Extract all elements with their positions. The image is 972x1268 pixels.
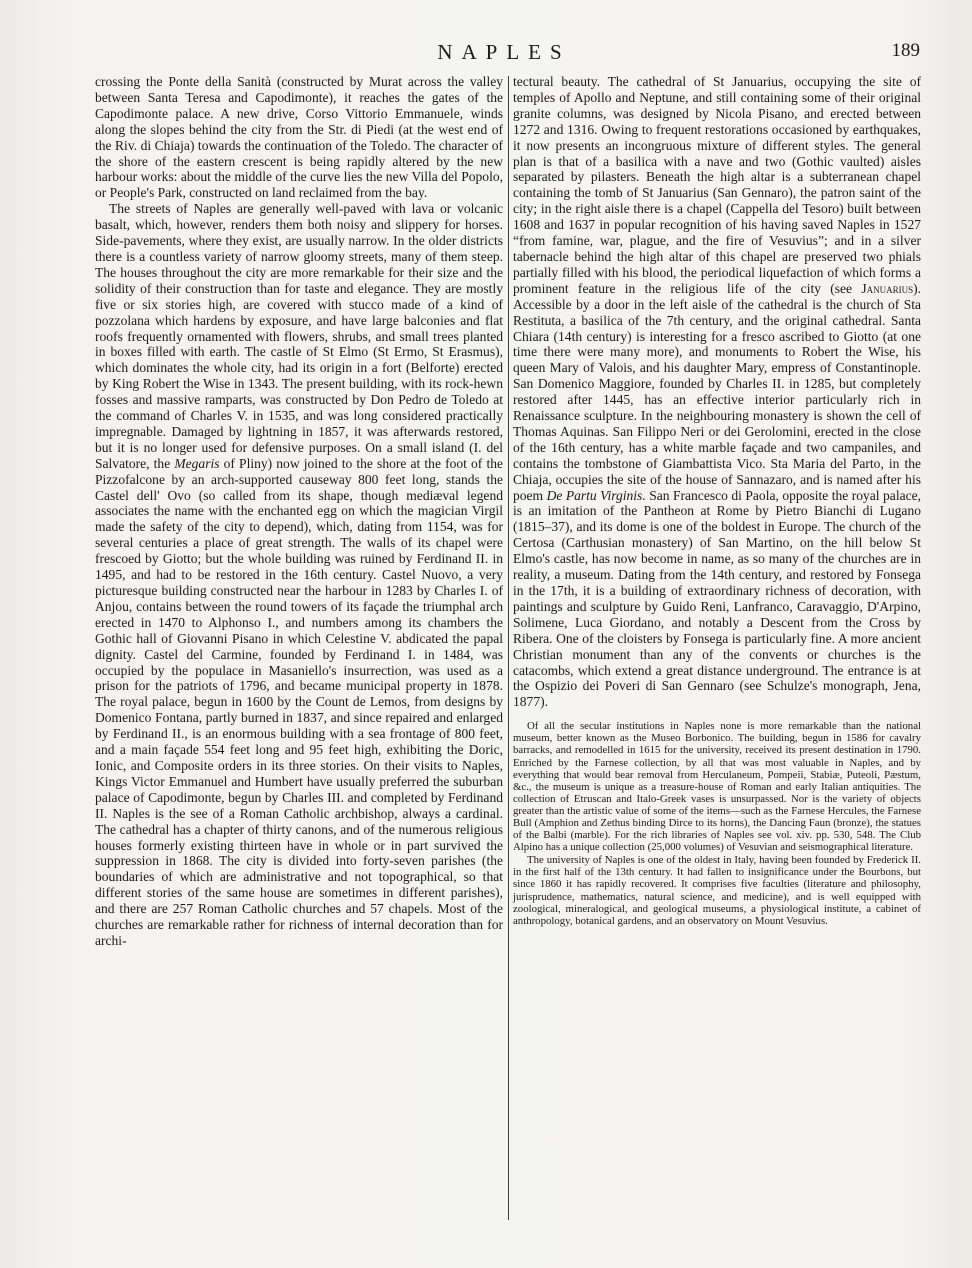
text-run: San Francesco di Paola, opposite the royal palace, is an imitation of the Pantheon at Rome by Pietro Bianchi di Lugano (1815–37), and its dome is one of the boldest in Europe. The church of the Certosa (Carthusian monastery) of San Martino, on the hill below St Elmo's castle, has now become in name, as so many of the churches are in reality, a museum. Dating from the 14th century, and restored by Fonsega in the 17th, it is a building of extraordinary richness of decoration, with paintings and sculpture by Guido Reni, Lanfranco, Caravaggio, D'Arpino, Solimene, Luca Giordano, and notably a Descent from the Cross by Ribera. One of the cloisters by Fonsega is particularly fine. A more ancient Christian monument than any of the convents or churches is the catacombs, which extend a great distance underground. The entrance is at the Ospizio dei Poveri di San Gennaro (see Schulze's monograph, Jena, 1877). <box>513 487 922 710</box>
running-title: NAPLES <box>437 40 571 64</box>
text-run: ). Accessible by a door in the left aisle of the cathedral is the church of Sta Restituta, a basilica of the 7th century, and the original cathedral. Santa Chiara (14th century) is interesting for a fresco ascribed to Giotto (at one time there were many more), and monuments to Robert the Wise, his queen Mary of Valois, and his daughter Mary, empress of Constantinople. San Domenico Maggiore, founded by Charles II. in 1285, but completely restored after 1445, has an effective interior particularly rich in Renaissance sculpture. In the neighbouring monastery is shown the cell of Thomas Aquinas. San Filippo Neri or dei Gerolomini, erected in the close of the 16th century, has a white marble façade and two campaniles, and contains the tombstone of Giambattista Vico. Sta Maria del Parto, in the Chiaja, occupies the site of the house of Sannazaro, and is named after his poem <box>513 280 921 503</box>
text-run: tectural beauty. The cathedral of St Januarius, occupying the site of temples of Apollo and Neptune, and still containing some of their original granite columns, was designed by Nicola Pisano, and erected between 1272 and 1316. Owing to frequent restorations occasioned by earthquakes, it now presents an incongruous mixture of different styles. The general plan is that of a basilica with a nave and two (Gothic vaulted) aisles separated by pilasters. Beneath the high altar is a subterranean chapel containing the tomb of St Januarius (San Gennaro), the patron saint of the city; in the right aisle there is a chapel (Cappella del Tesoro) built between 1608 and 1637 in popular recognition of his having saved Naples in 1527 “from famine, war, plague, and the fire of Vesuvius”; and in a silver tabernacle behind the high altar of this chapel are preserved two phials partially filled with his blood, the periodical liquefaction of which forms a prominent feature in the religious life of the city (see <box>513 74 921 296</box>
left-column <box>95 74 503 949</box>
small-paragraph-museum: Of all the secular institutions in Naples none is more remarkable than the national museum, better known as the Museo Borbonico. The building, begun in 1586 for cavalry barracks, and remodelled in 1615 for the university, received its present destination in 1790. Enriched by the Farnese collection, by all that was most valuable in Naples, and by everything that would bear removal from Herculaneum, Pompeii, Stabiæ, Puteoli, Pæstum, &c., the museum is unique as a treasure-house of Roman and early Italian antiquities. The collection of Etruscan and Italo-Greek vases is unsurpassed. Nor is the variety of objects greater than the artistic value of some of the items—such as the Farnese Hercules, the Farnese Bull (Amphion and Zethus binding Dirce to its horns), the Dancing Faun (bronze), the statues of the Balbi (marble). For the rich libraries of Naples see vol. xiv. pp. 530, 548. The Club Alpino has a unique collection (25,000 volumes) of Vesuvian and seismographical literature. <box>513 720 921 854</box>
paragraph: crossing the Ponte della Sanità (constructed by Murat across the valley between Santa Teresa and Capodimonte), it reaches the gates of the Capodimonte palace. A new drive, Corso Vittorio Emmanuele, winds along the slopes behind the city from the Str. di Piedi (at the west end of the Riv. di Chiaja) towards the continuation of the Toledo. The character of the shore of the eastern crescent is being rapidly altered by the new harbour works: about the middle of the curve lies the new Villa del Popolo, or People's Park, constructed on land reclaimed from the bay. <box>95 74 503 201</box>
page-number: 189 <box>891 40 920 61</box>
small-paragraph-university: The university of Naples is one of the oldest in Italy, having been founded by Frederick II. in the first half of the 13th century. It had fallen to insignificance under the Bourbons, but since 1860 it has rapidly recovered. It comprises five faculties (literature and philosophy, jurisprudence, mathematics, natural science, and medicine), and is well equipped with zoological, mineralogical, and geological museums, a physiological institute, a cabinet of anthropology, botanical gardens, and an observatory on Mount Vesuvius. <box>513 854 921 927</box>
right-column <box>513 74 921 927</box>
paragraph <box>95 201 503 949</box>
page-header <box>88 40 920 70</box>
italic-term: Megaris <box>174 455 220 471</box>
column-divider <box>508 76 509 1220</box>
text-run: The streets of Naples are generally well-paved with lava or volcanic basalt, which, however, renders them both noisy and slippery for horses. Side-pavements, where they exist, are usually narrow. In the older districts there is a countless variety of narrow gloomy streets, many of them steep. The houses throughout the city are more remarkable for their size and the solidity of their construction than for taste and elegance. They are mostly five or six stories high, are covered with stucco made of a kind of pozzolana which hardens by exposure, and have large balconies and flat roofs frequently ornamented with flowers, shrubs, and small trees planted in boxes filled with earth. The castle of St Elmo (St Ermo, St Erasmus), which dominates the whole city, had its origin in a fort (Belforte) erected by King Robert the Wise in 1343. The present building, with its rock-hewn fosses and massive ramparts, was constructed by Don Pedro de Toledo at the command of Charles V. in 1535, and was long considered practically impregnable. Damaged by lightning in 1857, it was afterwards restored, but it is no longer used for defensive purposes. On a small island (I. del Salvatore, the <box>95 201 503 471</box>
text-run: of Pliny) now joined to the shore at the foot of the Pizzofalcone by an arch-supported causeway 800 feet long, stands the Castel dell' Ovo (so called from its shape, though mediæval legend associates the name with the enchanted egg on which the magician Virgil made the safety of the city to depend), which, dating from 1154, was for several centuries a place of great strength. The walls of its chapel were frescoed by Giotto; but the whole building was ruined by Ferdinand II. in 1495, and had to be restored in the 16th century. Castel Nuovo, a very picturesque building constructed near the harbour in 1283 by Charles I. of Anjou, contains between the round towers of its façade the triumphal arch erected in 1470 to Alphonso I., and numbers among its chambers the Gothic hall of Giovanni Pisano in which Celestine V. abdicated the papal dignity. Castel del Carmine, founded by Ferdinand I. in 1484, was occupied by the populace in Masaniello's insurrection, was used as a prison for the patriots of 1796, and became municipal property in 1878. The royal palace, begun in 1600 by the Count de Lemos, from designs by Domenico Fontana, partly burned in 1837, and since repaired and enlarged by Ferdinand II., is an enormous building with a sea frontage of 800 feet, and a main façade 554 feet long and 95 feet high, exhibiting the Doric, Ionic, and Composite orders in its three stories. On their visits to Naples, Kings Victor Emmanuel and Humbert have usually preferred the suburban palace of Capodimonte, begun by Charles III. and completed by Ferdinand II. Naples is the see of a Roman Catholic archbishop, always a cardinal. The cathedral has a chapter of thirty canons, and of the numerous religious houses formerly existing thirteen have in whole or in part survived the suppression in 1868. The city is divided into forty-seven parishes (the boundaries of which are administrative and not topographical, so that different stories of the same house are sometimes in different parishes), and there are 257 Roman Catholic churches and 57 chapels. Most of the churches are remarkable rather for richness of internal decoration than for archi- <box>95 455 503 948</box>
cross-reference: Januarius <box>861 280 914 296</box>
paragraph <box>513 74 921 710</box>
italic-title: De Partu Virginis. <box>546 487 646 503</box>
